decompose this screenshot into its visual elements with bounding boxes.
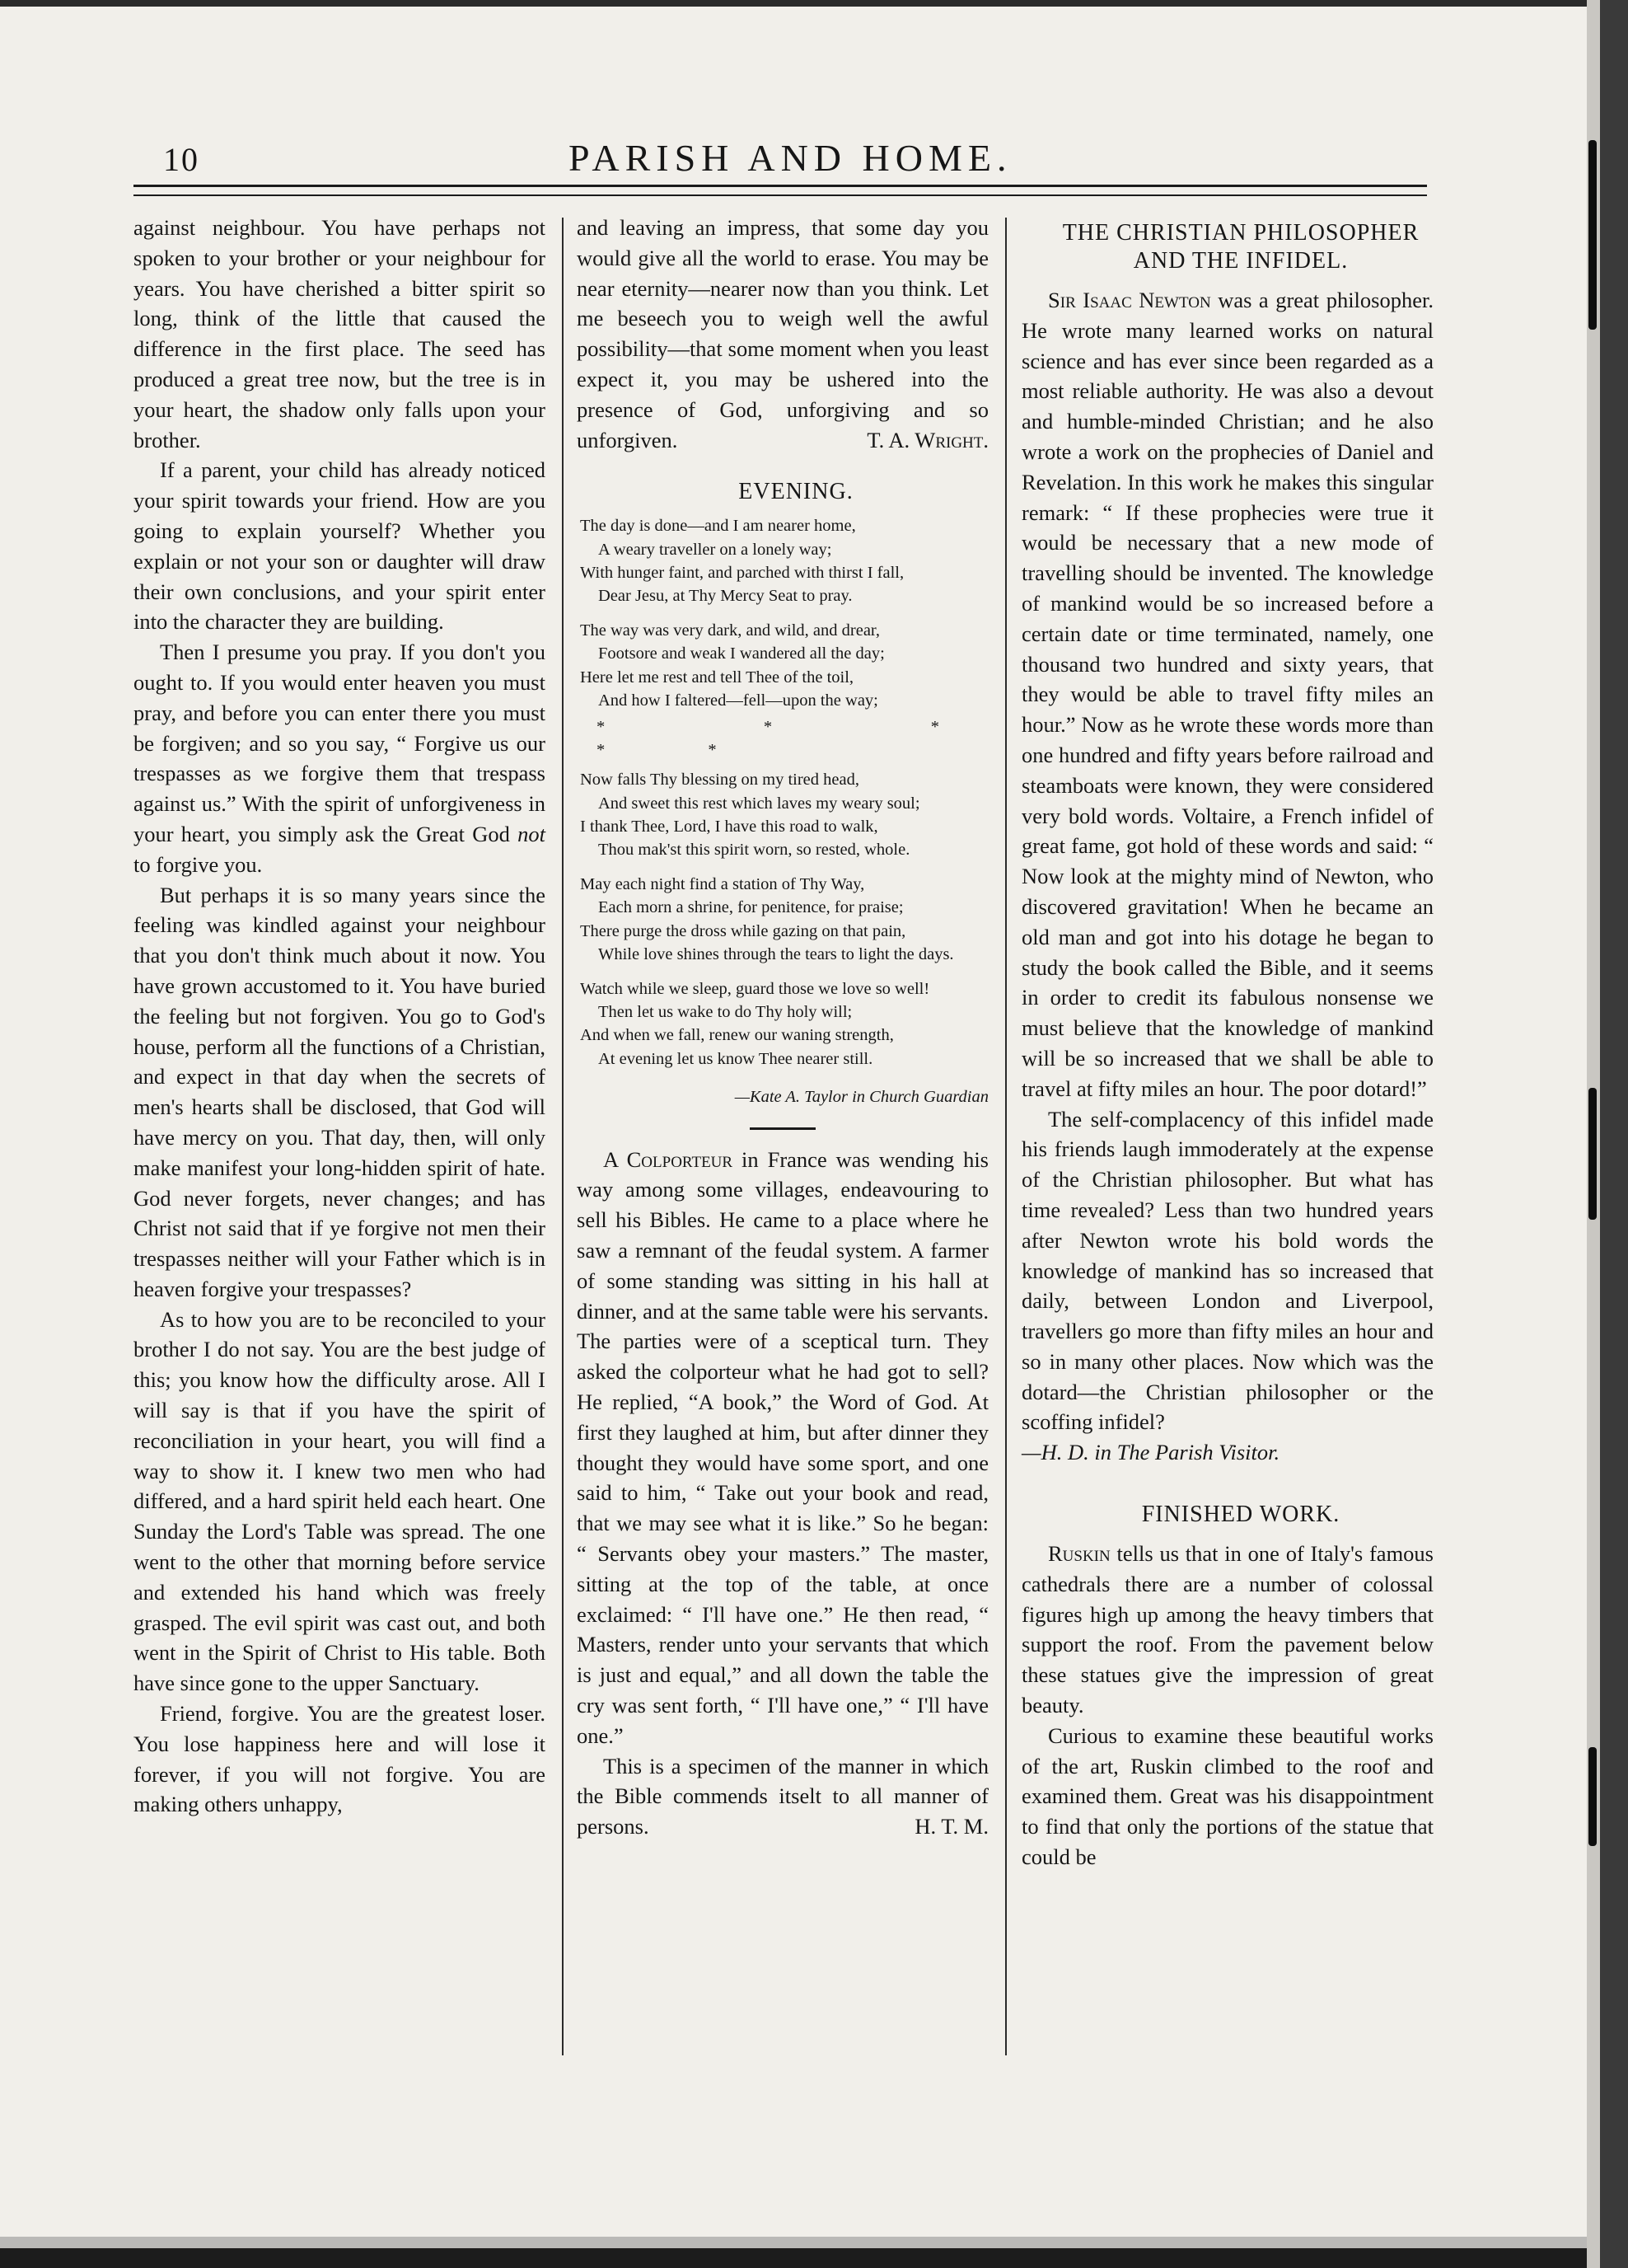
page-number: 10 [163, 141, 199, 178]
poem-line: Now falls Thy blessing on my tired head, [580, 771, 859, 790]
poem-line: Thou mak'st this spirit worn, so rested, whole. [598, 841, 910, 860]
scan-border-right [1600, 0, 1628, 2268]
poem-line: With hunger faint, and parched with thirst I fall, [580, 563, 905, 582]
paragraph: If a parent, your child has already noticed your spirit towards your friend. How are you going to explain yourself? Whether you explain or not your son or daughter will draw their own conclusions, and your spirit enter into the character they are building. [133, 457, 545, 635]
separator-rule [750, 1127, 816, 1130]
poem-stanza [580, 619, 989, 712]
poem-line: Footsore and weak I wandered all the day; [598, 644, 885, 663]
scan-border-bottom [0, 2248, 1628, 2268]
paragraph: against neighbour. You have perhaps not spoken to your brother or your neighbour for years. You have cherished a bitter spirit so long, think of the little that caused the difference in the first place. The seed has produced a great tree now, but the tree is in your heart, the shadow only falls upon your brother. [133, 215, 545, 452]
paragraph: and leaving an impress, that some day you would give all the world to erase. You may be near eternity—nearer now than you think. Let me beseech you to weigh well the awful possibility—that some moment when you least expect it, you may be ushered into the presence of God, unforgiving and so unforgiven. T. A. Wright. [577, 213, 989, 455]
binding-mark [1588, 1747, 1597, 1846]
poem-line: I thank Thee, Lord, I have this road to walk, [580, 817, 878, 836]
poem-stars: * * * * * [596, 718, 989, 760]
poem-line: Here let me rest and tell Thee of the toil, [580, 668, 854, 686]
signature: T. A. Wright. [867, 427, 989, 452]
poem-line: While love shines through the tears to light the days. [598, 944, 954, 963]
poem-title: EVENING. [738, 479, 854, 505]
paragraph: The self-complacency of this infidel made his friends laugh immoderately at the expense of the Christian philosopher. But what has time revealed? Less than two hundred years after Newton wrote his bold words the knowledge of mankind has so increased that daily, between London and Liverpool, travellers go more than fifty miles an hour and so in many other places. Now which was the dotard—the Christian philosopher or the scoffing infidel? [1022, 1106, 1434, 1435]
poem-stanza [580, 514, 989, 607]
paragraph: Friend, forgive. You are the greatest loser. You lose happiness here and will lose it forever, if you will not forgive. You are making others unhappy, [133, 1701, 545, 1817]
poem-line: A weary traveller on a lonely way; [598, 540, 832, 559]
column-divider [1005, 218, 1007, 2055]
scan-border-bottom-shadow [0, 2237, 1628, 2248]
binding-mark [1588, 140, 1597, 330]
poem [580, 514, 989, 1070]
poem-line: At evening let us know Thee nearer still. [598, 1049, 873, 1068]
paragraph: Sir Isaac Newton was a great philosopher. He wrote many learned works on natural science and has ever since been regarded as a most reliable authority. He was also a devout and humble-minded Christian; and he also wrote a work on the prophecies of Daniel and Revelation. In this work he makes this singular remark: “ If these prophecies were true it would be necessary that a new mode of travelling should be invented. The knowledge of mankind would be so increased before a certain date or time terminated, namely, one thousand two hundred and sixty years, that they would be able to travel fifty miles an hour.” Now as he wrote these words more than one hundred and fifty years before railroad and steamboats were known, they were considered very bold words. Voltaire, a French infidel of great fame, got hold of these words and said: “ Now look at the mighty mind of Newton, who discovered gravitation! When he became an old man and got into his dotage he began to study the book called the Bible, and it seems in order to credit its fabulous nonsense we must believe that the knowledge of mankind will be so increased that we shall be able to travel at fifty miles an hour. The poor dotard!” [1022, 288, 1434, 1101]
poem-line: May each night find a station of Thy Way, [580, 875, 865, 894]
running-title: PARISH AND HOME. [568, 137, 1013, 179]
section-title: FINISHED WORK. [1141, 1502, 1340, 1528]
binding-mark [1588, 1088, 1597, 1220]
poem-line: And how I faltered—fell—upon the way; [598, 691, 878, 710]
paragraph: But perhaps it is so many years since the feeling was kindled against your neighbour that you don't think much about it now. You have grown accustomed to it. You have buried the feeling but not forgiven. You go to God's house, perform all the functions of a Christian, and expect in that day when the secrets of men's hearts shall be disclosed, that God will have mercy on you. That day, then, will only make manifest your long-hidden spirit of hate. God never forgets, never changes; and has Christ not said that if ye forgive not men their trespasses neither will your Father which is in heaven forgive your trespasses? [133, 882, 545, 1301]
left-column [133, 213, 545, 1820]
poem-line: And when we fall, renew our waning strength, [580, 1026, 894, 1045]
paragraph: This is a specimen of the manner in which the Bible commends itselt to all manner of persons. H. T. M. [577, 1751, 989, 1842]
column-divider [562, 218, 564, 2055]
poem-stanza [580, 873, 989, 966]
poem-line: Watch while we sleep, guard those we love so well! [580, 980, 930, 999]
scan-border-top [0, 0, 1628, 7]
paragraph: A Colporteur in France was wending his way among some villages, endeavouring to sell his Bibles. He came to a place where he saw a remnant of the feudal system. A farmer of some standing was sitting in his hall at dinner, and at the same table were his servants. The parties were of a sceptical turn. They asked the colporteur what he had got to sell? He replied, “A book,” the Word of God. At first they laughed at him, but after dinner they thought they would have some sport, and one said to him, “ Take out your book and read, that we may see what it is like.” So he began: “ Servants obey your masters.” The master, sitting at the top of the table, at once exclaimed: “ I'll have one.” He then read, “ Masters, render unto your servants that which is just and equal,” and all down the table the cry was sent forth, “ I'll have one,” “ I'll have one.” [577, 1146, 989, 1748]
poem-line: And sweet this rest which laves my weary soul; [598, 794, 920, 813]
middle-column [577, 213, 989, 1842]
emphasis: not [517, 821, 545, 846]
poem-line: Each morn a shrine, for penitence, for praise; [598, 898, 904, 917]
poem-stanza [580, 768, 989, 861]
header-rule [133, 185, 1427, 187]
section-title: AND THE INFIDEL. [1133, 248, 1349, 274]
poem-line: There purge the dross while gazing on that pain, [580, 921, 906, 940]
signature: H. T. M. [915, 1814, 989, 1839]
poem-attribution: —Kate A. Taylor in Church Guardian [734, 1087, 989, 1106]
poem-stanza [580, 977, 989, 1071]
header-rule-thin [133, 194, 1427, 196]
paragraph: Curious to examine these beautiful works of the art, Ruskin climbed to the roof and examined them. Great was his disappointment to find that only the portions of the statue that could be [1022, 1722, 1434, 1870]
paragraph: As to how you are to be reconciled to your brother I do not say. You are the best judge of this; you know how the difficulty arose. All I will say is that if you have the spirit of reconciliation in your heart, you will find a way to show it. I knew two men who had differed, and a hard spirit held each heart. One Sunday the Lord's Table was spread. The one went to the other that morning before service and extended his hand which was freely grasped. The evil spirit was cast out, and both went in the Spirit of Christ to His table. Both have since gone to the upper Sanctuary. [133, 1306, 545, 1696]
paragraph: Then I presume you pray. If you don't you ought to. If you would enter heaven you must pray, and before you can enter there you must be forgiven; and so you say, “ Forgive us our trespasses as we forgive them that trespass against us.” With the spirit of unforgiveness in your heart, you simply ask the Great God not to forgive you. [133, 640, 545, 877]
paragraph: Ruskin tells us that in one of Italy's famous cathedrals there are a number of colossal figures high up among the heavy timbers that support the roof. From the pavement below these statues give the impression of great beauty. [1022, 1541, 1434, 1718]
attribution: —H. D. in The Parish Visitor. [1022, 1440, 1280, 1465]
section-title: THE CHRISTIAN PHILOSOPHER [1062, 220, 1420, 246]
poem-line: Dear Jesu, at Thy Mercy Seat to pray. [598, 586, 853, 605]
right-column [1022, 213, 1434, 1872]
poem-line: The way was very dark, and wild, and drear, [580, 621, 881, 640]
poem-line: Then let us wake to do Thy holy will; [598, 1003, 853, 1022]
poem-line: The day is done—and I am nearer home, [580, 517, 856, 536]
